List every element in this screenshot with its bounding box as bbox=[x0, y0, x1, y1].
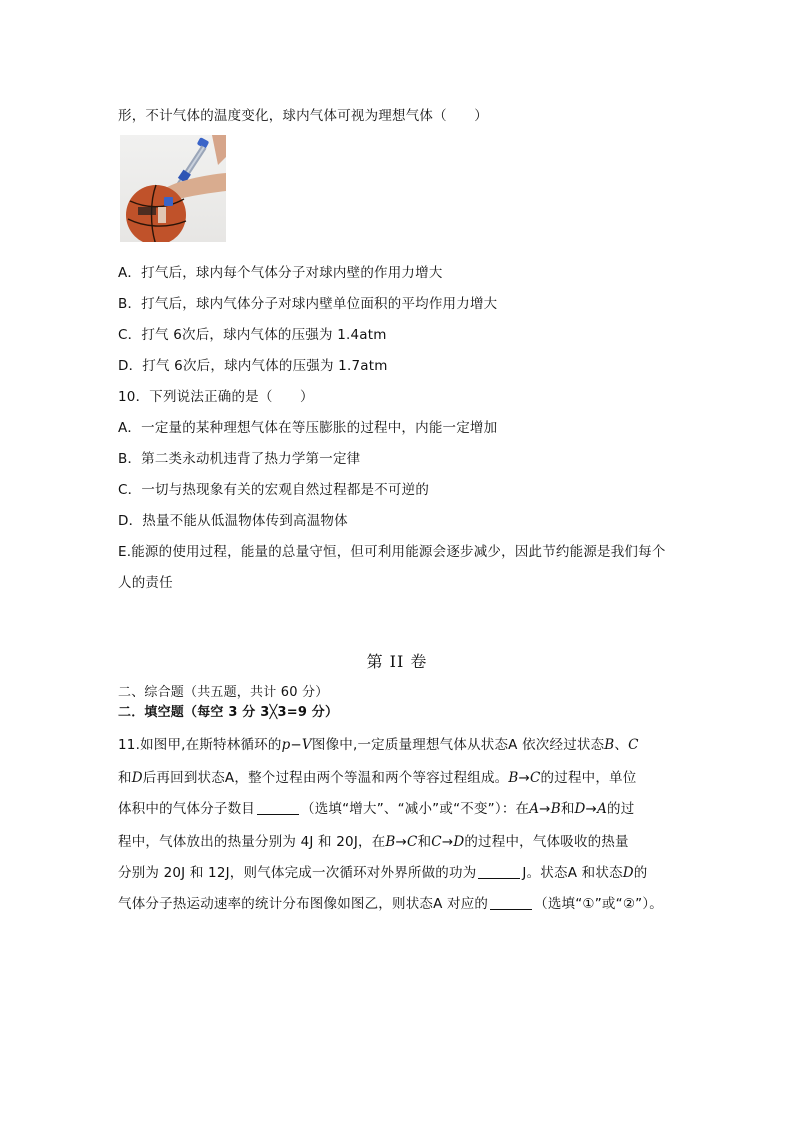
answer-blank-3[interactable] bbox=[490, 897, 532, 910]
q9-option-a: A．打气后，球内每个气体分子对球内壁的作用力增大 bbox=[118, 265, 443, 281]
q11-line-4: 程中，气体放出的热量分别为 4J 和 20J，在B→C和C→D的过程中，气体吸收的热量 bbox=[118, 834, 629, 850]
q11-line-2: 和D后再回到状态A，整个过程由两个等温和两个等容过程组成。B→C的过程中，单位 bbox=[118, 770, 637, 786]
q10-option-e-line2: 人的责任 bbox=[118, 575, 173, 591]
q10-option-b: B．第二类永动机违背了热力学第一定律 bbox=[118, 451, 361, 467]
part2-title: 第 II 卷 bbox=[366, 652, 428, 671]
q9-option-b: B．打气后，球内气体分子对球内壁单位面积的平均作用力增大 bbox=[118, 296, 498, 312]
section-heading: 二、综合题（共五题，共计 60 分） bbox=[118, 685, 329, 700]
q11-line-1: 11.如图甲,在斯特林循环的p−V图像中,一定质量理想气体从状态A 依次经过状态B、C bbox=[118, 737, 639, 753]
answer-blank-2[interactable] bbox=[478, 866, 520, 879]
q9-stem-tail: 形，不计气体的温度变化，球内气体可视为理想气体（ ） bbox=[118, 108, 488, 124]
q11-line-6: 气体分子热运动速率的统计分布图像如图乙，则状态A 对应的 （选填“①”或“②”）。 bbox=[118, 896, 663, 912]
q10-option-d: D．热量不能从低温物体传到高温物体 bbox=[118, 513, 348, 529]
q9-option-d: D．打气 6次后，球内气体的压强为 1.7atm bbox=[118, 358, 388, 374]
q11-line-3: 体积中的气体分子数目 （选填“增大”、“减小”或“不变”）：在A→B和D→A的过 bbox=[118, 801, 635, 817]
q10-stem: 10．下列说法正确的是（ ） bbox=[118, 389, 314, 405]
q9-option-c: C．打气 6次后，球内气体的压强为 1.4atm bbox=[118, 327, 387, 343]
q10-option-a: A．一定量的某种理想气体在等压膨胀的过程中，内能一定增加 bbox=[118, 420, 498, 436]
answer-blank-1[interactable] bbox=[257, 802, 299, 815]
q11-line-5: 分别为 20J 和 12J，则气体完成一次循环对外界所做的功为 J。状态A 和状态D的 bbox=[118, 865, 648, 881]
basketball-pump-photo bbox=[120, 135, 226, 242]
subsection-heading: 二．填空题（每空 3 分 3╳3=9 分） bbox=[118, 705, 339, 720]
q10-option-e-line1: E.能源的使用过程，能量的总量守恒，但可利用能源会逐步减少，因此节约能源是我们每个 bbox=[118, 544, 666, 560]
q10-option-c: C．一切与热现象有关的宏观自然过程都是不可逆的 bbox=[118, 482, 430, 498]
